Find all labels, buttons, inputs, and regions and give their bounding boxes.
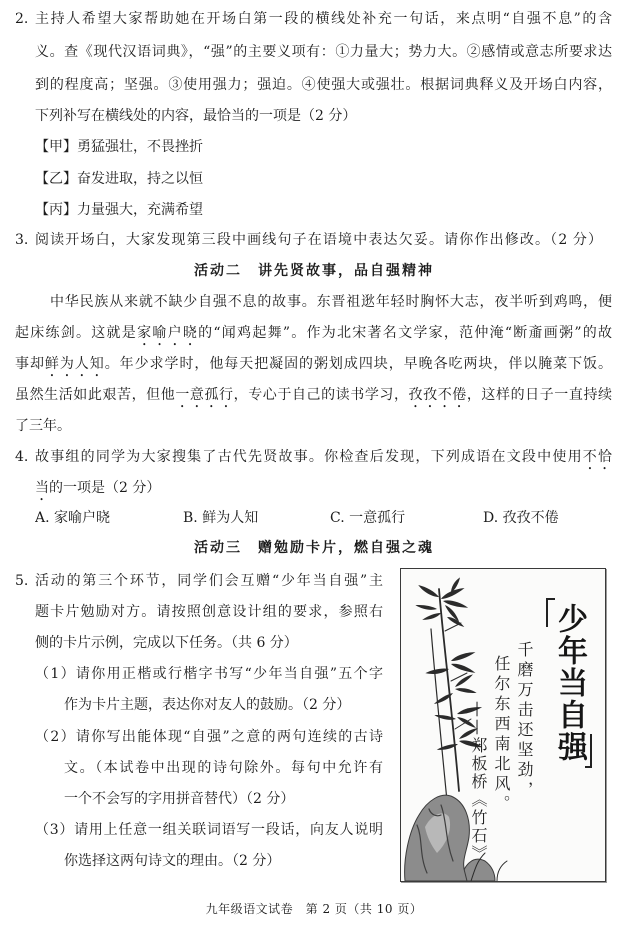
question-5-intro-line-2: 题卡片勉励对方。请按照创意设计组的要求，参照右 [35,604,383,620]
question-2-number: 2. [15,11,29,27]
question-4-option-b: B. 鲜为人知 [183,510,259,526]
bamboo-leaf [455,687,477,695]
example-card [400,568,606,882]
activity-2-heading: 活动二 讲先贤故事，品自强精神 [194,263,434,279]
story-line-5 [15,415,315,443]
dotted-emphasis: 不恰 [582,449,612,465]
dotted-idiom: 家喻户晓 [137,325,199,341]
question-5-task-2-line-2: 文。（本试卷中出现的诗句除外。每句中允许有 [64,760,383,776]
activity-3-heading: 活动三 赠勉励卡片，燃自强之魂 [194,540,434,556]
story-text: 虽然生活如此艰苦，但他 [15,387,176,403]
question-5-task-2-line-1: （2）请你写出能体现“自强”之意的两句连续的古诗 [35,729,383,745]
question-4-line-1 [35,446,612,474]
question-2-line-1: 主持人希望大家帮助她在开场白第一段的横线处补充一句话，来点明“自强不息”的含 [35,11,612,27]
grass-blade [497,861,507,881]
story-text: 中华民族从来就不缺少自强不息的故事。东晋祖逖年轻时胸怀大志，夜半听到鸡鸣，便 [50,294,612,310]
question-5-intro-line-1: 活动的第三个环节，同学们会互赠“少年当自强”主 [35,573,383,589]
question-4-text: 的一项是（2 分） [49,480,161,496]
question-3-text: 阅读开场白，大家发现第三段中画线句子在语境中表达欠妥。请你作出修改。（2 分） [35,232,602,248]
question-4-number: 4. [15,449,29,465]
poem-attribution: ——郑板桥《竹石》 [469,701,488,863]
story-text: 事却 [15,356,45,372]
story-line-1 [50,291,612,319]
question-5-task-2-line-3: 一个不会写的字用拼音替代）（2 分） [64,791,295,807]
bamboo-leaf [425,667,449,676]
question-5-task-3-line-2: 你选择这两句诗文的理由。（2 分） [64,853,281,869]
question-2-option-bing: 【丙】力量强大，充满希望 [35,202,203,218]
question-5-number: 5. [15,573,29,589]
story-text: 。年少求学时，他每天把凝固的粥划成四块，早晚各吃两块，伴以腌菜下饭。 [104,356,612,372]
story-text: 了三年。 [15,418,71,434]
question-5-task-1-line-1: （1）请你用正楷或行楷字书写“少年当自强”五个字 [35,666,383,682]
story-line-4 [15,384,612,412]
dotted-idiom: 一意孤行 [175,387,234,403]
dotted-emphasis: 当 [35,480,49,496]
story-text: ，这样的日子一直持续 [466,387,612,403]
question-4-text: 故事组的同学为大家搜集了古代先贤故事。你检查后发现，下列成语在文段中使用 [35,449,583,465]
question-2-line-4: 下列补写在横线处的内容，最恰当的一项是（2 分） [35,108,357,124]
question-4-option-a: A. 家喻户晓 [35,510,111,526]
page-footer: 九年级语文试卷 第 2 页（共 10 页） [205,902,423,916]
bamboo-leaf [450,650,476,663]
poem-line-1: 千磨万击还坚劲， [515,641,534,801]
question-3-number: 3. [15,232,29,248]
bamboo-leaf [450,662,476,675]
story-text: ，专心于自己的读书学习， [233,387,409,403]
poem-line-2: 任尔东西南北风。 [492,655,511,815]
question-5-task-3-line-1: （3）请用上任意一组关联词语写一段话，向友人说明 [35,822,383,838]
question-2-line-3: 到的程度高；坚强。③使用强力；强迫。④使强大或强壮。根据词典释义及开场白内容， [35,77,612,93]
question-4-option-c: C. 一意孤行 [330,510,406,526]
question-4-option-d: D. 孜孜不倦 [483,510,559,526]
bamboo-leaf [422,612,442,622]
question-2-option-yi: 【乙】奋发进取，持之以恒 [35,171,203,187]
question-2-line-2: 义。查《现代汉语词典》，“强”的主要义项有：①力量大；势力大。②感情或意志所要求达 [35,44,612,60]
card-title: 少年当自强 [552,603,587,763]
dotted-idiom: 孜孜不倦 [408,387,467,403]
dotted-idiom: 鲜为人知 [44,356,105,372]
story-text: 的“闻鸡起舞”。作为北宋著名文学家，范仲淹“断齑画粥”的故 [198,325,612,341]
question-5-task-1-line-2: 作为卡片主题，表达你对友人的鼓励。（2 分） [64,697,351,713]
story-text: 起床练剑。这就是 [15,325,138,341]
bamboo-leaf [415,604,437,612]
story-line-2 [15,322,612,350]
question-5-intro-line-3: 侧的卡片示例，完成以下任务。（共 6 分） [35,635,298,651]
story-line-3 [15,353,612,381]
bamboo-leaf [417,583,440,599]
question-2-option-jia: 【甲】勇猛强壮，不畏挫折 [35,139,203,155]
question-4-line-2 [35,477,435,505]
